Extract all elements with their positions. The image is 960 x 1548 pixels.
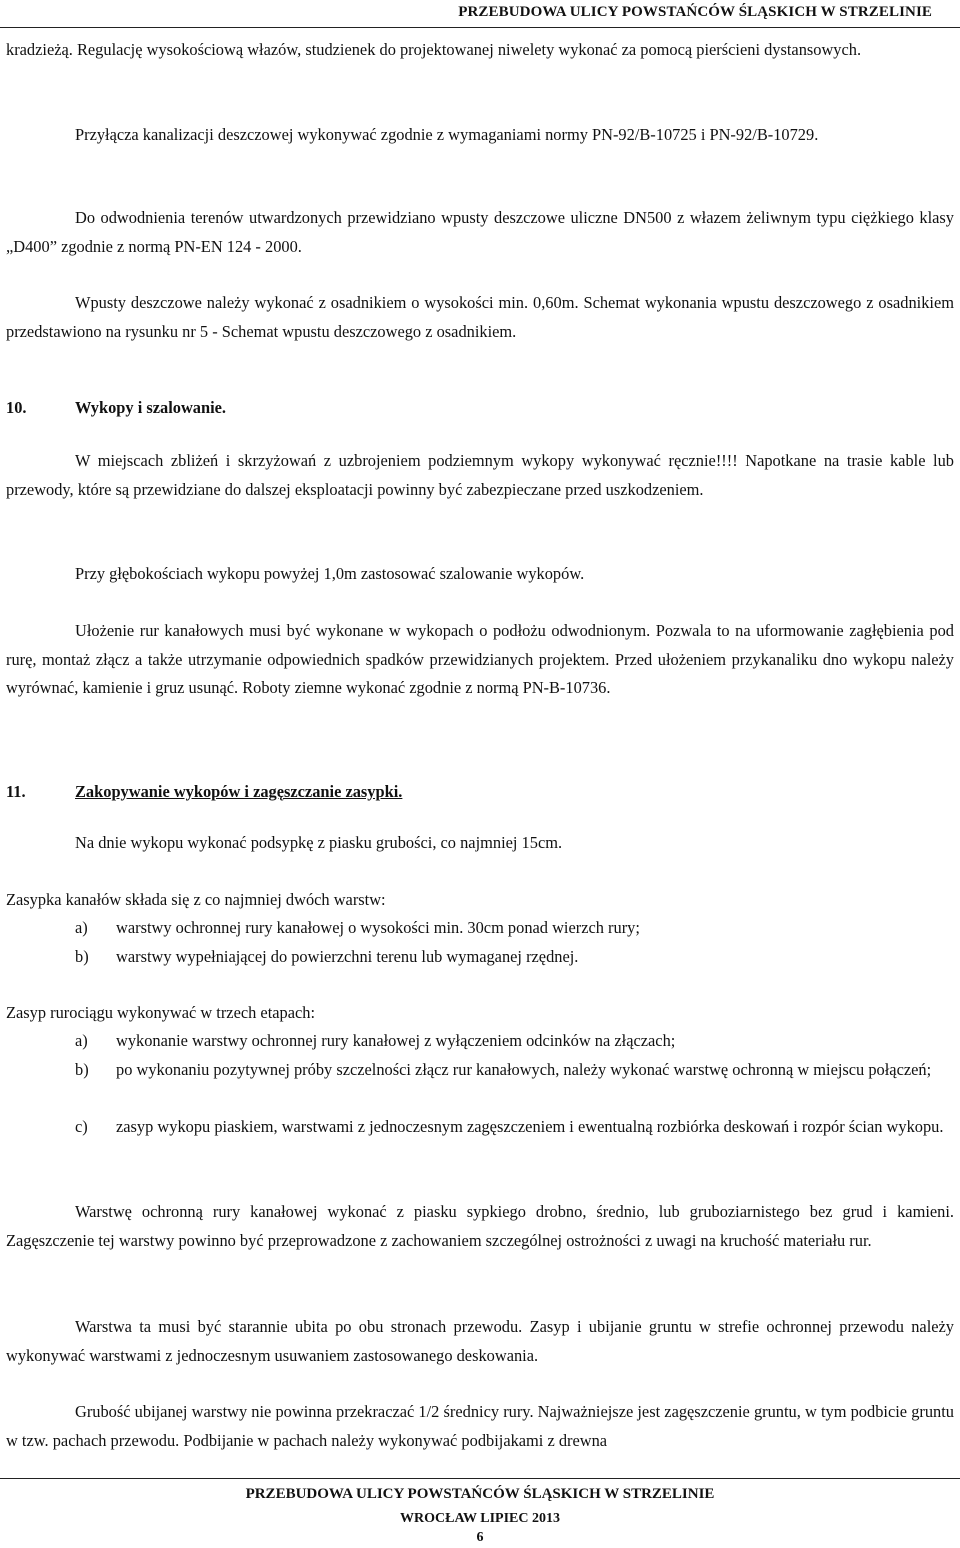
paragraph-ubijanie: Warstwa ta musi być starannie ubita po obu stronach przewodu. Zasyp i ubijanie gruntu w strefie ochronnej przewodu należy wykonywać warstwami z jednoczesnym usuwaniem zastosowanego deskowania. <box>6 1317 954 1365</box>
section-heading-10 <box>6 394 226 422</box>
page-number: 6 <box>476 1530 484 1545</box>
list-text: po wykonaniu pozytywnej próby szczelności złącz rur kanałowych, należy wykonać warstwę ochronną w miejscu połączeń; <box>116 1060 932 1079</box>
list-label: c) <box>75 1117 88 1136</box>
paragraph-grubosc: Grubość ubijanej warstwy nie powinna przekraczać 1/2 średnicy rury. Najważniejsze jest zagęszczenie gruntu, w tym podbicie gruntu w tzw. pachach przewodu. Podbijanie w pachach należy wykonywać podbijakami z drewna <box>6 1402 954 1450</box>
list-label: b) <box>75 1060 89 1079</box>
paragraph-zasyp-intro: Zasyp rurociągu wykonywać w trzech etapach: <box>6 1003 316 1022</box>
paragraph-zasypka-intro: Zasypka kanałów składa się z co najmniej dwóch warstw: <box>6 890 386 909</box>
footer-divider <box>0 1478 960 1479</box>
section-title: Wykopy i szalowanie. <box>75 398 227 417</box>
paragraph-ulozenie-rur: Ułożenie rur kanałowych musi być wykonane w wykopach o podłożu odwodnionym. Pozwala to na uformowanie zagłębienia pod rurę, montaż złącz a także utrzymanie odpowiednich spadków przewidzianych projektem. Przed ułożeniem przykanaliku dno wykopu należy wyrównać, kamienie i gruz usunąć. Roboty ziemne wykonać zgodnie z normą PN-B-10736. <box>6 621 954 697</box>
section-heading-11 <box>6 778 402 806</box>
paragraph-przylacza: Przyłącza kanalizacji deszczowej wykonywać zgodnie z wymaganiami normy PN-92/B-10725 i PN-92/B-10729. <box>75 125 819 144</box>
footer-title: PRZEBUDOWA ULICY POWSTAŃCÓW ŚLĄSKICH W STRZELINIE <box>245 1486 715 1502</box>
list-text: zasyp wykopu piaskiem, warstwami z jednoczesnym zagęszczeniem i ewentualną rozbiórka deskowań i rozpór ścian wykopu. <box>116 1117 944 1136</box>
section-number: 11. <box>6 782 26 801</box>
list-label: a) <box>75 918 88 937</box>
page-header-title: PRZEBUDOWA ULICY POWSTAŃCÓW ŚLĄSKICH W STRZELINIE <box>458 4 932 20</box>
list-item <box>75 1056 954 1085</box>
list-text: warstwy wypełniającej do powierzchni terenu lub wymaganej rzędnej. <box>116 947 579 966</box>
paragraph-wlazy: kradzieżą. Regulację wysokościową włazów, studzienek do projektowanej niwelety wykonać za pomocą pierścieni dystansowych. <box>6 40 862 59</box>
section-number: 10. <box>6 398 27 417</box>
paragraph-podsypka: Na dnie wykopu wykonać podsypkę z piasku grubości, co najmniej 15cm. <box>75 833 563 852</box>
list-text: wykonanie warstwy ochronnej rury kanałowej z wyłączeniem odcinków na złączach; <box>116 1031 676 1050</box>
list-label: b) <box>75 947 89 966</box>
list-item <box>75 914 954 943</box>
paragraph-szalowanie: Przy głębokościach wykopu powyżej 1,0m zastosować szalowanie wykopów. <box>75 564 585 583</box>
list-label: a) <box>75 1031 88 1050</box>
paragraph-warstwa-ochronna: Warstwę ochronną rury kanałowej wykonać z piasku sypkiego drobno, średnio, lub gruboziarnistego bez grud i kamieni. Zagęszczenie tej warstwy powinno być przeprowadzone z zachowaniem szczególnej ostrożności z uwagi na kruchość materiału rur. <box>6 1202 954 1250</box>
list-item <box>75 943 954 972</box>
paragraph-wpusty-dn500: Do odwodnienia terenów utwardzonych przewidziano wpusty deszczowe uliczne DN500 z włazem żeliwnym typu ciężkiego klasy „D400” zgodnie z normą PN-EN 124 - 2000. <box>6 208 954 256</box>
footer-date: WROCŁAW LIPIEC 2013 <box>400 1511 560 1526</box>
list-item <box>75 1027 954 1056</box>
list-text: warstwy ochronnej rury kanałowej o wysokości min. 30cm ponad wierzch rury; <box>116 918 640 937</box>
list-item <box>75 1113 954 1142</box>
paragraph-wpusty-osadnik: Wpusty deszczowe należy wykonać z osadnikiem o wysokości min. 0,60m. Schemat wykonania wpustu deszczowego z osadnikiem przedstawiono na rysunku nr 5 - Schemat wpustu deszczowego z osadnikiem. <box>6 293 954 341</box>
paragraph-zblizenia: W miejscach zbliżeń i skrzyżowań z uzbrojeniem podziemnym wykopy wykonywać ręcznie!!!! Napotkane na trasie kable lub przewody, które są przewidziane do dalszej eksploatacji powinny być zabezpieczane przed uszkodzeniem. <box>6 451 954 499</box>
header-divider <box>0 27 960 28</box>
section-title: Zakopywanie wykopów i zagęszczanie zasypki. <box>75 782 403 801</box>
